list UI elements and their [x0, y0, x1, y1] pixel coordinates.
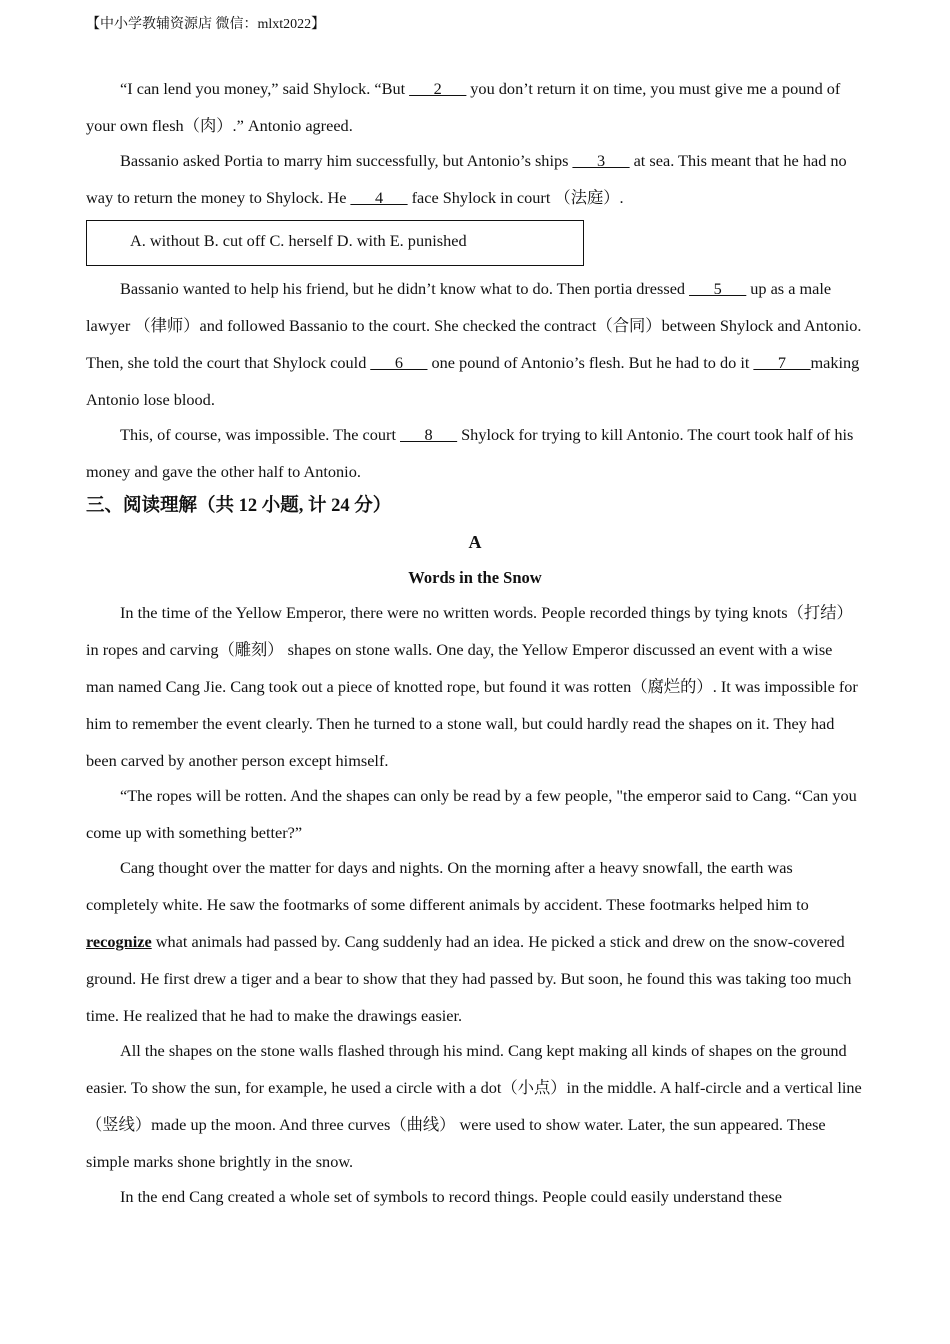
- passage-paragraph-3: Cang thought over the matter for days and nights. On the morning after a heavy snowfall, the earth was completely white. He saw the footmarks of some different animals by accident. These footmarks helped him to recognize what animals had passed by. Cang suddenly had an idea. He picked a stick and drew on the snow-covered ground. He first drew a tiger and a bear to show that they had passed by. But soon, he found this was taking too much time. He realized that he had to make the drawings easier.: [86, 858, 852, 1025]
- passage-label: A: [468, 532, 482, 552]
- passage-paragraph-2: “The ropes will be rotten. And the shapes can only be read by a few people, "the emperor said to Cang. “Can you come up with something better?”: [86, 786, 857, 842]
- document-body: [86, 70, 864, 1213]
- blank-5: ___5___: [689, 279, 747, 298]
- blank-4: ___4___: [350, 188, 408, 207]
- page-header: 【中小学教辅资源店 微信：mlxt2022】: [86, 17, 326, 32]
- blank-6: ___6___: [370, 353, 428, 372]
- keyword-recognize: recognize: [86, 932, 152, 951]
- section-heading: 三、阅读理解（共 12 小题, 计 24 分）: [86, 496, 392, 516]
- cloze-paragraph-4: This, of course, was impossible. The court ___8___ Shylock for trying to kill Antonio. The court took half of his money and gave the other half to Antonio.: [86, 425, 854, 481]
- passage-paragraph-5: In the end Cang created a whole set of symbols to record things. People could easily understand these: [120, 1187, 782, 1206]
- cloze-paragraph-3: Bassanio wanted to help his friend, but he didn’t know what to do. Then portia dressed ___5___ up as a male lawyer （律师）and followed Bassanio to the court. She checked the contract（合同）between Shylock and Antonio. Then, she told the court that Shylock could ___6___ one pound of Antonio’s flesh. But he had to do it ___7___making Antonio lose blood.: [86, 279, 862, 409]
- options-box: A. without B. cut off C. herself D. with E. punished: [86, 220, 584, 266]
- blank-2: ___2___: [409, 79, 467, 98]
- passage-paragraph-1: In the time of the Yellow Emperor, there were no written words. People recorded things by tying knots（打结）in ropes and carving（雕刻） shapes on stone walls. One day, the Yellow Emperor discussed an event with a wise man named Cang Jie. Cang took out a piece of knotted rope, but found it was rotten（腐烂的）. It was impossible for him to remember the event clearly. Then he turned to a stone wall, but could hardly read the shapes on it. They had been carved by another person except himself.: [86, 603, 858, 770]
- blank-3: ___3___: [572, 151, 630, 170]
- passage-paragraph-4: All the shapes on the stone walls flashed through his mind. Cang kept making all kinds of shapes on the ground easier. To show the sun, for example, he used a circle with a dot（小点）in the middle. A half-circle and a vertical line（竖线）made up the moon. And three curves（曲线） were used to show water. Later, the sun appeared. These simple marks shone brightly in the snow.: [86, 1041, 862, 1171]
- blank-8: ___8___: [400, 425, 458, 444]
- blank-7: ___7___: [753, 353, 811, 372]
- cloze-paragraph-2: Bassanio asked Portia to marry him successfully, but Antonio’s ships ___3___ at sea. This meant that he had no way to return the money to Shylock. He ___4___ face Shylock in court （法庭）.: [86, 151, 847, 207]
- passage-title: Words in the Snow: [408, 568, 542, 587]
- cloze-paragraph-1: “I can lend you money,” said Shylock. “But ___2___ you don’t return it on time, you must give me a pound of your own flesh（肉）.” Antonio agreed.: [86, 79, 841, 135]
